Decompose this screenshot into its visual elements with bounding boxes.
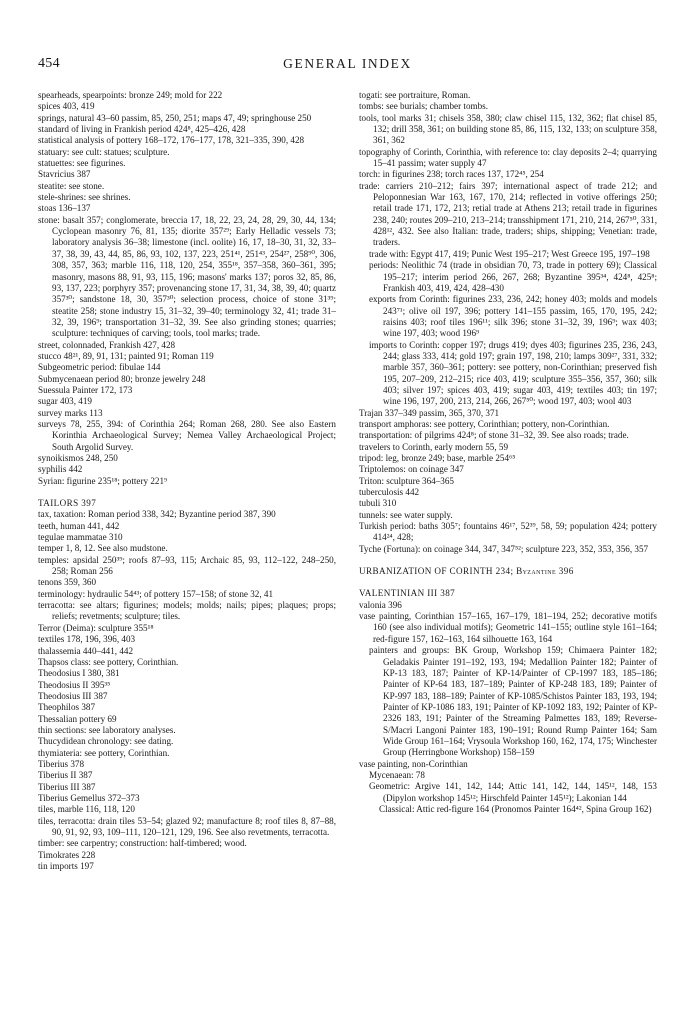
index-entry: Thucydidean chronology: see dating. — [38, 736, 174, 747]
index-entry: Tiberius Gemellus 372–373 — [38, 792, 140, 803]
index-entry: TAILORS 397 — [38, 498, 97, 509]
index-entry: Classical: Attic red-figure 164 (Pronomos Painter 164⁴², Spina Group 162) — [379, 803, 652, 814]
index-entry: tiles, terracotta: drain tiles 53–54; glazed 92; manufacture 8; roof tiles 8, 87–88, 90, 91, 92, 93, 109–111, 120–121, 129, 196. See also revetments, terracotta. — [38, 815, 336, 837]
index-entry: street, colonnaded, Frankish 427, 428 — [38, 339, 176, 350]
page-header — [38, 56, 657, 74]
index-entry: standard of living in Frankish period 424⁸, 425–426, 428 — [38, 124, 246, 135]
index-entry: valonia 396 — [359, 599, 402, 610]
index-entry: textiles 178, 196, 396, 403 — [38, 634, 136, 645]
index-entry: VALENTINIAN III 387 — [359, 588, 456, 599]
index-entry: terminology: hydraulic 54⁴³; of pottery 157–158; of stone 32, 41 — [38, 588, 274, 599]
index-entry: travelers to Corinth, early modern 55, 59 — [359, 441, 509, 452]
index-entry: Theophilos 387 — [38, 702, 96, 713]
index-entry: surveys 78, 255, 394: of Corinthia 264; Roman 268, 280. See also Eastern Korinthia Archaeological Survey; Nemea Valley Archaeological Project; South Argolid Survey. — [38, 418, 336, 452]
index-entry: thalassemia 440–441, 442 — [38, 645, 134, 656]
index-entry: tin imports 197 — [38, 861, 94, 872]
index-entry: transportation: of pilgrims 424⁸; of stone 31–32, 39. See also roads; trade. — [359, 430, 629, 441]
index-entry: steatite: see stone. — [38, 180, 105, 191]
section-gap — [359, 577, 657, 588]
index-entry: Submycenaean period 80; bronze jewelry 248 — [38, 373, 206, 384]
index-entry: trade: carriers 210–212; fairs 397; international aspect of trade 212; and Peloponnesian War 163, 167, 170, 214; reflected in votive offerings 250; retail trade 171, 172, 213; retial trade at Athens 213; retail trade in figurines 238, 240; routes 209–210, 213–214; transshipment 171, 210, 214, 267⁵⁰, 331, 428¹², 432. See also Italian: trade, traders; ships, shipping; Venetian: trade, traders. — [359, 180, 657, 248]
index-entry: Thapsos class: see pottery, Corinthian. — [38, 656, 179, 667]
index-entry: stele-shrines: see shrines. — [38, 192, 131, 203]
page-number: 454 — [38, 56, 60, 71]
index-entry: Stavricius 387 — [38, 169, 91, 180]
index-entry: Triton: sculpture 364–365 — [359, 475, 454, 486]
index-entry: Turkish period: baths 305⁷; fountains 46¹⁷, 52³⁹, 58, 59; population 424; pottery 414²⁴, 428; — [359, 521, 657, 543]
index-entry: Timokrates 228 — [38, 849, 96, 860]
index-entry: statistical analysis of pottery 168–172, 176–177, 178, 321–335, 390, 428 — [38, 135, 305, 146]
index-entry: transport amphoras: see pottery, Corinthian; pottery, non-Corinthian. — [359, 418, 610, 429]
section-gap — [359, 555, 657, 566]
index-entry: Trajan 337–349 passim, 365, 370, 371 — [359, 407, 500, 418]
index-entry: sugar 403, 419 — [38, 396, 92, 407]
index-entry: tombs: see burials; chamber tombs. — [359, 101, 488, 112]
index-entry: stucco 48²¹, 89, 91, 131; painted 91; Roman 119 — [38, 350, 214, 361]
index-entry: imports to Corinth: copper 197; drugs 419; dyes 403; figurines 235, 236, 243, 244; glass 333, 414; gold 197; grain 197, 198, 210; lamps 309²⁷, 331, 332; marble 357, 360–361; pottery: see pottery, non-Corinthian; preserved fish 195, 207–209, 212–215; rice 403, 419; sculpture 355–356, 357, 360; silk 403; silver 197; spices 403, 419; sugar 403, 419; textiles 403; tin 197; wine 196, 197, 200, 213, 214, 266, 267⁵⁰; wood 197, 403; wool 403 — [369, 339, 657, 407]
index-entry: spices 403, 419 — [38, 101, 95, 112]
index-entry: Tyche (Fortuna): on coinage 344, 347, 347⁵²; sculpture 223, 352, 353, 356, 357 — [359, 543, 649, 554]
index-entry: synoikismos 248, 250 — [38, 453, 118, 463]
index-entry: syphilis 442 — [38, 464, 83, 475]
index-entry: temples: apsidal 250³⁹; roofs 87–93, 115; Archaic 85, 93, 112–122, 248–250, 258; Roman 256 — [38, 554, 336, 577]
index-entry: Suessula Painter 172, 173 — [38, 384, 133, 395]
index-entry: Terror (Deima): sculpture 355¹⁸ — [38, 622, 154, 633]
index-entry: springs, natural 43–60 passim, 85, 250, 251; maps 47, 49; springhouse 250 — [38, 112, 312, 123]
index-entry: tuberculosis 442 — [359, 487, 420, 498]
index-entry: survey marks 113 — [38, 407, 103, 418]
index-entry: timber: see carpentry; construction: half-timbered; wood. — [38, 838, 247, 849]
index-entry: Triptolemos: on coinage 347 — [359, 464, 464, 475]
index-entry: stoas 136–137 — [38, 203, 91, 214]
index-column-right — [359, 90, 657, 815]
index-entry: tubuli 310 — [359, 498, 397, 509]
index-entry: tools, tool marks 31; chisels 358, 380; claw chisel 115, 132, 362; flat chisel 85, 132; drill 358, 361; on building stone 85, 86, 115, 132, 133; on sculpture 358, 361, 362 — [359, 112, 657, 146]
index-entry: Syrian: figurine 235¹⁸; pottery 221⁹ — [38, 475, 168, 486]
index-entry: thymiateria: see pottery, Corinthian. — [38, 747, 170, 758]
index-entry: togati: see portraiture, Roman. — [359, 90, 471, 100]
index-entry: vase painting, Corinthian 157–165, 167–179, 181–194, 252; decorative motifs 160 (see also individual motifs); Geometric 141–155; outline style 161–164; red-figure 157, 162–163, 164 silhouette 163, 164 — [359, 611, 657, 644]
index-entry: tripod: leg, bronze 249; base, marble 254⁶⁵ — [359, 453, 516, 463]
index-entry: tunnels: see water supply. — [359, 509, 453, 520]
index-entry: terracotta: see altars; figurines; models; molds; nails; pipes; plaques; props; reliefs; revetments; sculpture; tiles. — [38, 600, 336, 622]
index-entry: Thessalian pottery 69 — [38, 713, 117, 724]
index-entry: spearheads, spearpoints: bronze 249; mold for 222 — [38, 90, 223, 100]
index-entry: statuary: see cult: statues; sculpture. — [38, 146, 170, 157]
index-entry: Theodosius I 380, 381 — [38, 668, 120, 679]
index-entry: temper 1, 8, 12. See also mudstone. — [38, 543, 168, 554]
index-entry: vase painting, non-Corinthian — [359, 758, 468, 769]
index-entry: Theodosius III 387 — [38, 690, 108, 701]
index-entry: thin sections: see laboratory analyses. — [38, 724, 176, 735]
section-gap — [38, 487, 336, 498]
index-entry: statuettes: see figurines. — [38, 158, 126, 169]
index-entry: Tiberius II 387 — [38, 770, 93, 781]
index-entry: Tiberius 378 — [38, 758, 85, 769]
index-entry: trade with: Egypt 417, 419; Punic West 195–217; West Greece 195, 197–198 — [369, 248, 650, 259]
index-entry: Theodosius II 395³⁵ — [38, 679, 111, 690]
index-entry: tegulae mammatae 310 — [38, 532, 123, 543]
running-head: GENERAL INDEX — [283, 56, 412, 71]
index-entry: painters and groups: BK Group, Workshop 159; Chimaera Painter 182; Geladakis Painter 191–192, 193, 194; Medallion Painter 182; Painter of KP-13 183, 187; Painter of KP-14/Painter of CP-1997 183, 185–186; Painter of KP-64 183, 187–189; Painter of KP-248 183, 189; Painter of KP-997 183, 188–189; Painter of KP-1085/Schistos Painter 183, 193, 194; Painter of KP-1086 183, 191; Painter of KP-1092 183, 192; Painter of KP-2326 183, 191; Painter of the Streaming Palmettes 183, 189; Reverse-S/Macri Langoni Painter 183, 190–191; Round Rump Painter 164; Sam Wide Group 161–164; Vrysoula Workshop 160, 162, 174, 175; Winchester Group (Herringbone Workshop) 158–159 — [369, 645, 657, 758]
index-entry: periods: Neolithic 74 (trade in obsidian 70, 73, trade in pottery 69); Classical 195–217; interim period 266, 267, 268; Byzantine 395³⁴, 424⁸, 425⁸; Frankish 403, 419, 424, 428–430 — [369, 260, 657, 293]
index-entry: topography of Corinth, Corinthia, with reference to: clay deposits 2–4; quarrying 15–41 passim; water supply 47 — [359, 146, 657, 169]
index-entry: tax, taxation: Roman period 338, 342; Byzantine period 387, 390 — [38, 509, 276, 520]
index-entry: Subgeometric period: fibulae 144 — [38, 362, 161, 373]
index-entry: stone: basalt 357; conglomerate, breccia 17, 18, 22, 23, 24, 28, 29, 30, 44, 134; Cyclopean masonry 76, 81, 135; diorite 357²⁹; Early Helladic vessels 73; laboratory analysis 36–38; limestone (incl. oolite) 16, 17, 18–30, 31, 32, 33–37, 38, 39, 43, 44, 85, 86, 93, 102, 137, 223, 251⁴¹, 251⁴³, 254²⁷, 258⁹⁰, 306, 308, 357, 363; marble 116, 118, 120, 254, 355¹⁸, 357–358, 360–361, 395; masonry, masons 88, 91, 93, 115, 196; masons' marks 137; poros 32, 85, 86, 93, 137, 223; porphyry 357; provenancing stone 17, 31, 34, 38, 39, 40; quartz 357³⁰; sandstone 18, 30, 357³⁰; selection process, choice of stone 31³⁹; steatite 258; stone industry 15, 31–32, 39–40; terminology 32, 41; trade 31–32, 39, 196⁹; transportation 31–32, 39. See also grinding stones; quarries; sculpture: techniques of carving; tools, tool marks; trade. — [38, 214, 336, 339]
index-entry: torch: in figurines 238; torch races 137, 172⁴⁵, 254 — [359, 169, 544, 180]
index-entry: exports from Corinth: figurines 233, 236, 242; honey 403; molds and models 243⁷¹; olive oil 197, 396; pottery 141–155 passim, 165, 170, 195, 242; raisins 403; roof tiles 196¹¹; silk 396; stone 31–32, 39, 196⁹; wax 403; wine 197, 403; wood 196⁹ — [369, 294, 657, 339]
index-entry: tenons 359, 360 — [38, 577, 97, 588]
index-entry: Tiberius III 387 — [38, 781, 96, 792]
index-entry: Geometric: Argive 141, 142, 144; Attic 141, 142, 144, 145¹², 148, 153 (Dipylon workshop 145¹²; Hirschfeld Painter 145¹²); Lakonian 144 — [369, 781, 657, 803]
index-column-left — [38, 90, 336, 872]
index-entry: URBANIZATION OF CORINTH 234; Byzantine 396 — [359, 566, 574, 577]
index-entry: tiles, marble 116, 118, 120 — [38, 804, 135, 815]
index-entry: teeth, human 441, 442 — [38, 520, 120, 531]
index-entry: Mycenaean: 78 — [369, 769, 425, 780]
